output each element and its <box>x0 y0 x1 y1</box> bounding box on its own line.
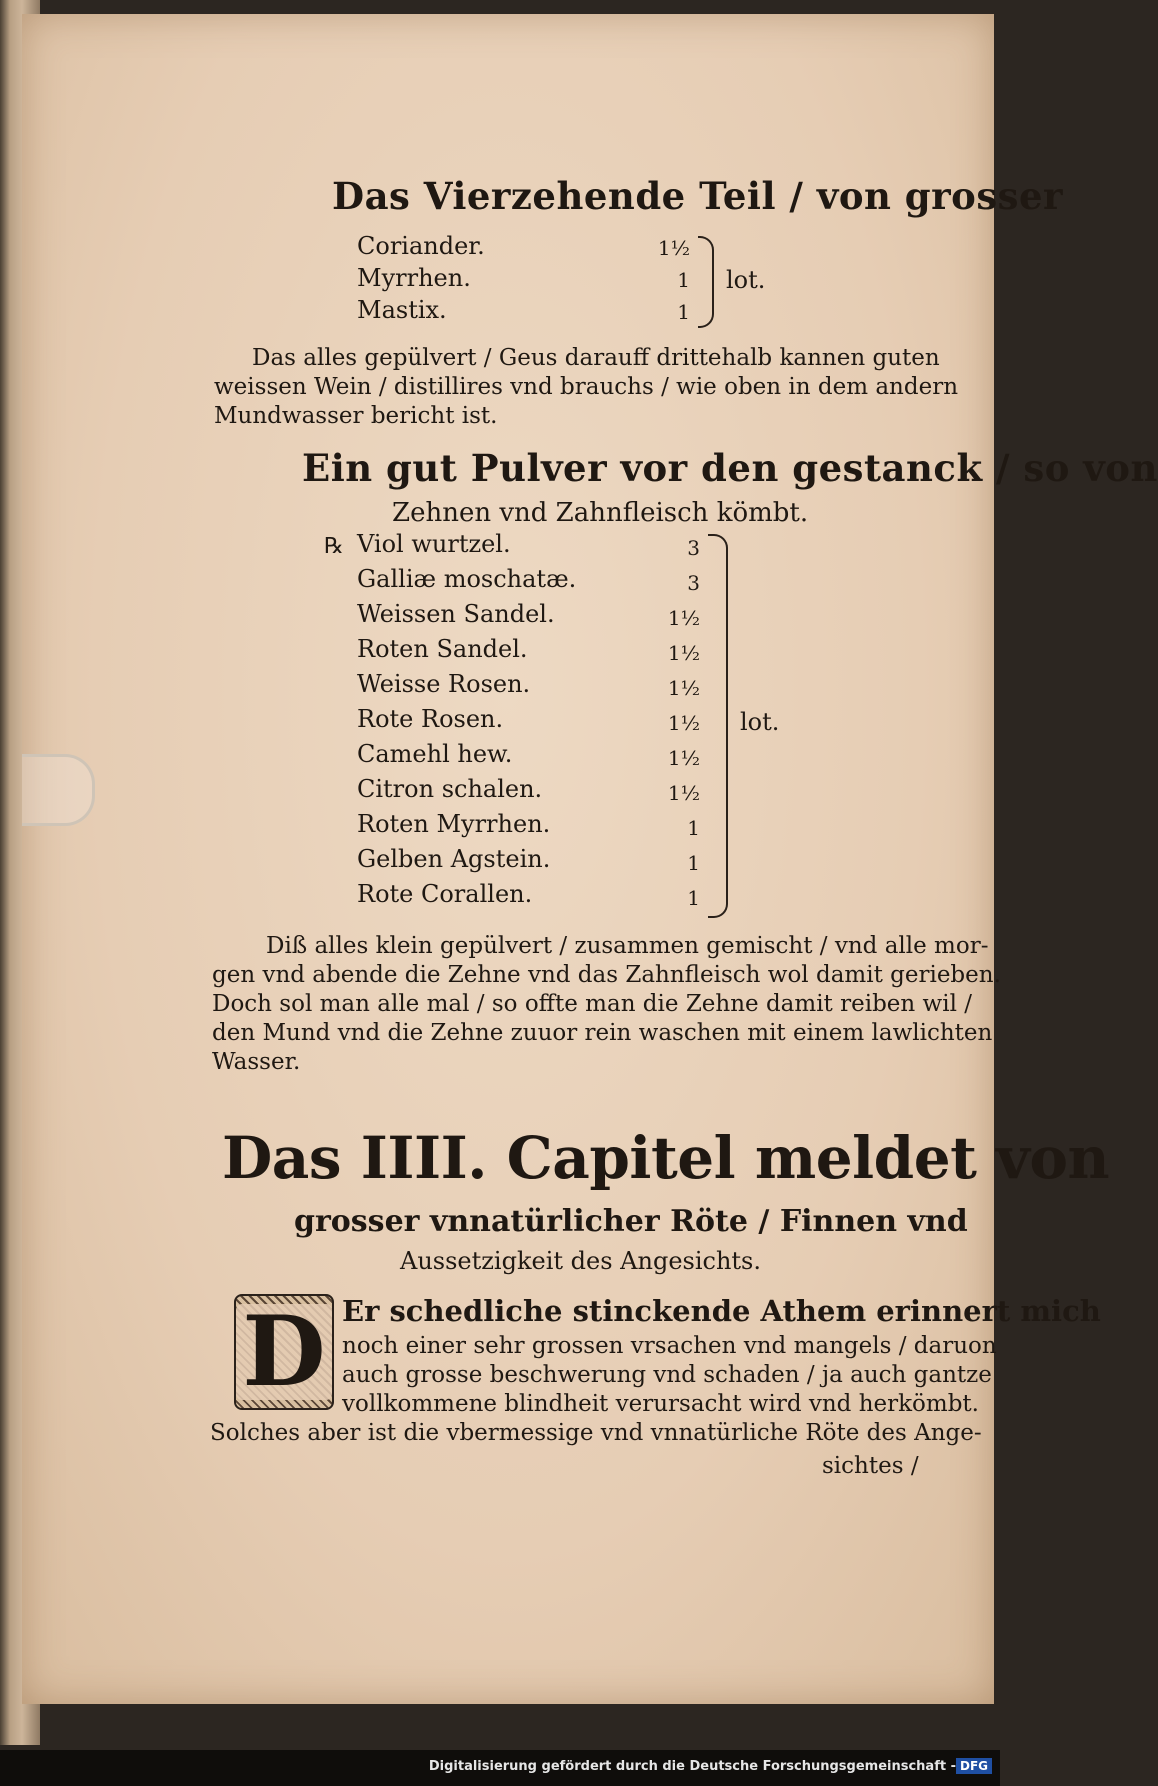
section1-unit: lot. <box>726 266 766 294</box>
section1-item-name: Coriander. <box>357 232 485 260</box>
chapter-text-line: Solches aber ist die vbermessige vnd vnnatürliche Röte des Ange- <box>210 1420 982 1446</box>
section2-item-name: Rote Rosen. <box>357 705 504 733</box>
section1-item-name: Mastix. <box>357 296 447 324</box>
decorated-initial <box>234 1294 334 1410</box>
chapter-subtitle: grosser vnnatürlicher Röte / Finnen vnd <box>294 1204 968 1239</box>
section2-item-name: Galliæ moschatæ. <box>357 565 577 593</box>
section2-paragraph-line: gen vnd abende die Zehne vnd das Zahnfleisch wol damit gerieben. <box>212 962 1001 988</box>
section2-paragraph-line: Doch sol man alle mal / so offte man die Zehne damit reiben wil / <box>212 991 972 1017</box>
section2-item-qty: 3 <box>687 571 700 595</box>
chapter-text-line: vollkommene blindheit verursacht wird vnd herkömbt. <box>342 1391 979 1417</box>
section2-item-qty: 1½ <box>667 781 700 805</box>
section2-item-qty: 1 <box>687 851 700 875</box>
chapter-title: Das IIII. Capitel meldet von <box>222 1124 1110 1192</box>
section2-item-qty: 1½ <box>667 676 700 700</box>
section2-item-qty: 3 <box>687 536 700 560</box>
chapter-text-line: noch einer sehr grossen vrsachen vnd mangels / daruon <box>342 1333 997 1359</box>
chapter-text-line: sichtes / <box>822 1453 919 1479</box>
section1-item-qty: 1½ <box>657 236 690 260</box>
section2-subheading: Zehnen vnd Zahnfleisch kömbt. <box>392 498 809 528</box>
section2-item-name: Roten Sandel. <box>357 635 528 663</box>
digitization-footer <box>0 1750 1000 1786</box>
section1-brace <box>698 236 714 328</box>
section1-item-qty: 1 <box>677 300 690 324</box>
section2-item-qty: 1 <box>687 886 700 910</box>
section2-heading: Ein gut Pulver vor den gestanck / so von <box>302 446 1158 490</box>
section2-item-name: Camehl hew. <box>357 740 513 768</box>
section2-item-name: Gelben Agstein. <box>357 845 551 873</box>
bookmark-ribbon <box>22 754 95 826</box>
section2-paragraph-line: Wasser. <box>212 1049 301 1075</box>
section2-item-name: Viol wurtzel. <box>357 530 511 558</box>
section2-item-qty: 1 <box>687 816 700 840</box>
section2-item-qty: 1½ <box>667 746 700 770</box>
section1-paragraph-line: Das alles gepülvert / Geus darauff drittehalb kannen guten <box>252 345 940 371</box>
section2-item-name: Weissen Sandel. <box>357 600 555 628</box>
recipe-symbol: ℞ <box>324 534 344 559</box>
section1-paragraph-line: Mundwasser bericht ist. <box>214 403 498 429</box>
section2-item-name: Rote Corallen. <box>357 880 533 908</box>
footer-credit: Digitalisierung gefördert durch die Deutsche Forschungsgemeinschaft - <box>428 1759 956 1774</box>
section2-item-qty: 1½ <box>667 641 700 665</box>
chapter-text-line: auch grosse beschwerung vnd schaden / ja auch gantze <box>342 1362 992 1388</box>
section2-item-qty: 1½ <box>667 606 700 630</box>
section1-item-name: Myrrhen. <box>357 264 471 292</box>
section2-brace <box>708 534 728 918</box>
drop-cap-letter: D <box>236 1304 331 1400</box>
section2-item-name: Citron schalen. <box>357 775 543 803</box>
section1-item-qty: 1 <box>677 268 690 292</box>
section2-item-name: Weisse Rosen. <box>357 670 531 698</box>
section1-heading: Das Vierzehende Teil / von grosser <box>332 174 1064 218</box>
section2-item-qty: 1½ <box>667 711 700 735</box>
section2-paragraph-line: Diß alles klein gepülvert / zusammen gemischt / vnd alle mor- <box>266 933 989 959</box>
section1-paragraph-line: weissen Wein / distillires vnd brauchs / wie oben in dem andern <box>214 374 959 400</box>
dfg-logo: DFG <box>956 1758 992 1774</box>
chapter-subtitle: Aussetzigkeit des Angesichts. <box>400 1247 761 1275</box>
section2-item-name: Roten Myrrhen. <box>357 810 551 838</box>
chapter-text-line: Er schedliche stinckende Athem erinnert mich <box>342 1294 1101 1328</box>
book-page <box>22 14 1158 1704</box>
section2-paragraph-line: den Mund vnd die Zehne zuuor rein waschen mit einem lawlichten <box>212 1020 993 1046</box>
section2-unit: lot. <box>740 708 780 736</box>
